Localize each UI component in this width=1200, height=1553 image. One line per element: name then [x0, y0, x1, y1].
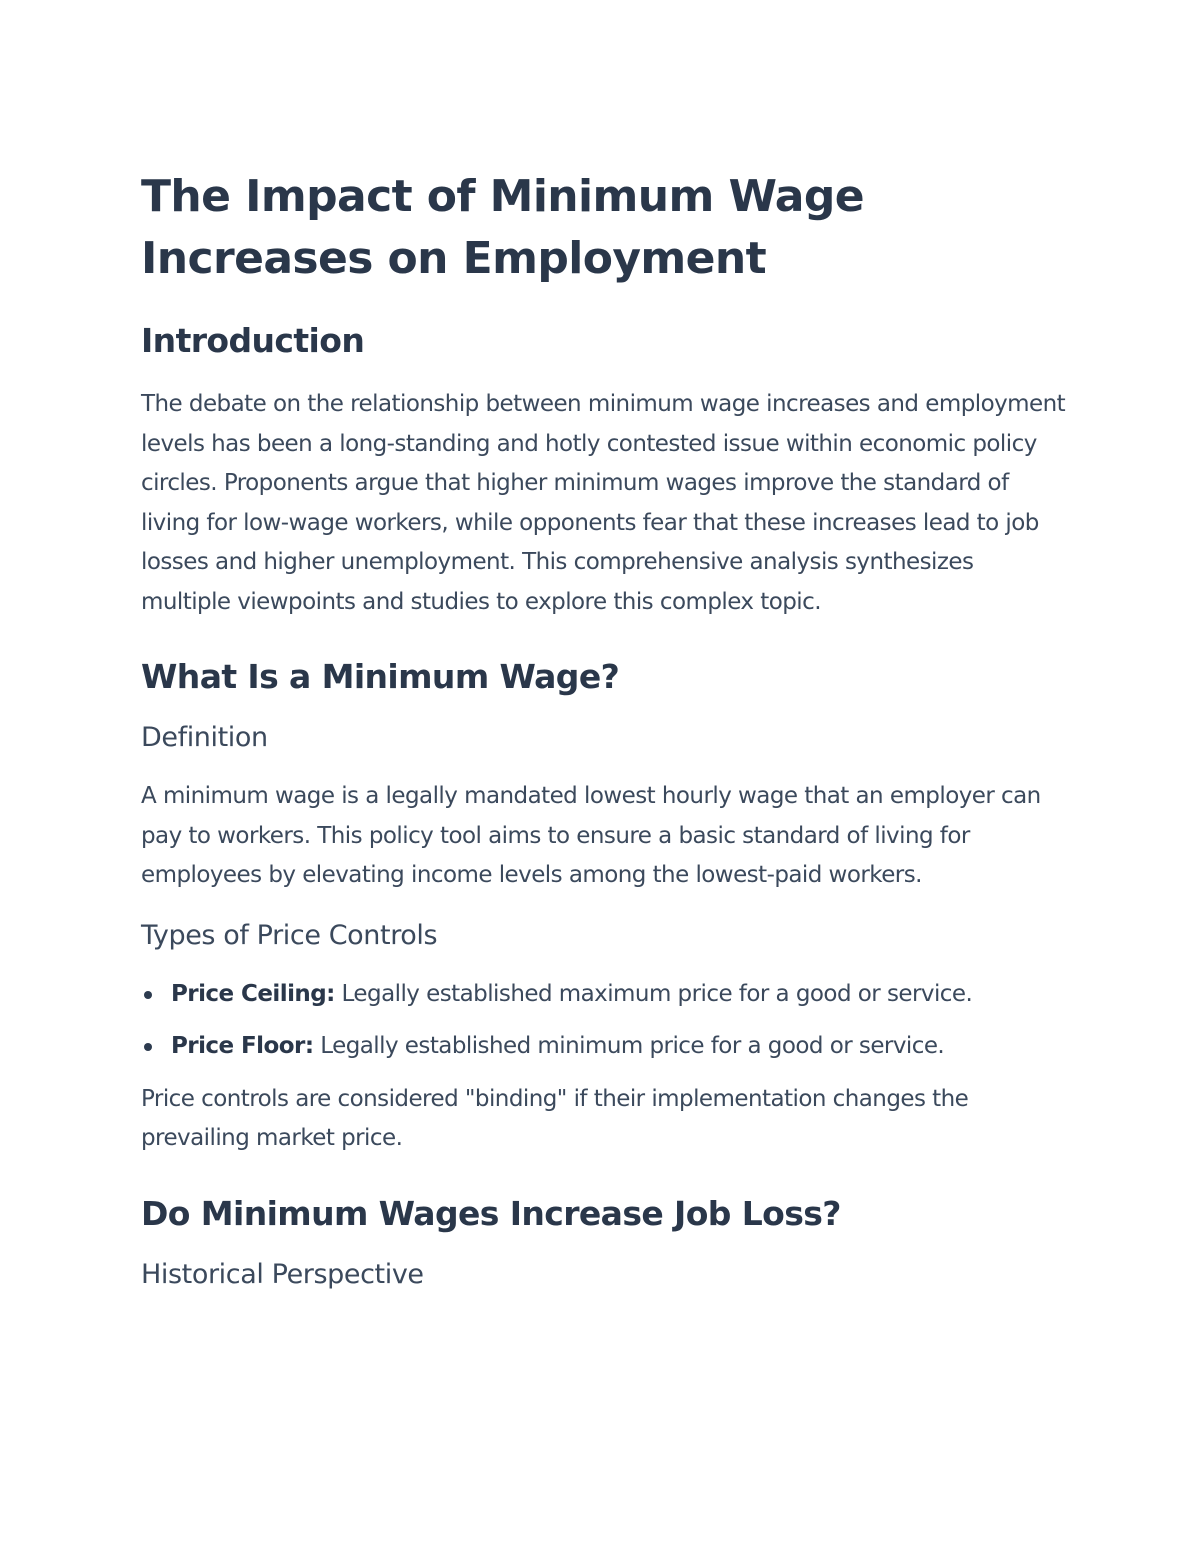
section-job-loss [141, 1194, 1066, 1292]
term-price-floor: Price Floor: [171, 1033, 314, 1059]
section-what-is-minimum-wage [141, 657, 1066, 1159]
desc-price-floor: Legally established minimum price for a good or service. [313, 1033, 945, 1059]
heading-types-of-price-controls: Types of Price Controls [141, 919, 438, 951]
section-introduction [141, 321, 1066, 622]
heading-what-is-minimum-wage: What Is a Minimum Wage? [141, 657, 620, 696]
document-title: The Impact of Minimum Wage Increases on Employment [141, 171, 865, 284]
price-controls-list [141, 975, 1066, 1067]
desc-price-ceiling: Legally established maximum price for a good or service. [334, 980, 973, 1007]
heading-introduction: Introduction [141, 321, 365, 360]
heading-job-loss: Do Minimum Wages Increase Job Loss? [141, 1193, 841, 1233]
document-page [141, 166, 1066, 1314]
price-controls-paragraph: Price controls are considered "binding" if their implementation changes the prevailing market price. [141, 1085, 969, 1151]
heading-definition: Definition [141, 722, 268, 753]
definition-paragraph: A minimum wage is a legally mandated lowest hourly wage that an employer can pay to workers. This policy tool aims to ensure a basic standard of living for employees by elevating income levels among the lowest-paid workers. [141, 783, 1041, 888]
list-item-price-floor [171, 1027, 1066, 1067]
heading-historical-perspective: Historical Perspective [141, 1258, 424, 1290]
bullet-icon [144, 991, 152, 999]
term-price-ceiling: Price Ceiling: [171, 980, 335, 1007]
intro-paragraph: The debate on the relationship between minimum wage increases and employment levels has been a long-standing and hotly contested issue within economic policy circles. Proponents argue that higher minimum wages improve the standard of living for low-wage workers, while opponents fear that these increases lead to job losses and higher unemployment. This comprehensive analysis synthesizes multiple viewpoints and studies to explore this complex topic. [141, 391, 1066, 615]
list-item-price-ceiling [171, 975, 1066, 1015]
bullet-icon [144, 1043, 152, 1051]
